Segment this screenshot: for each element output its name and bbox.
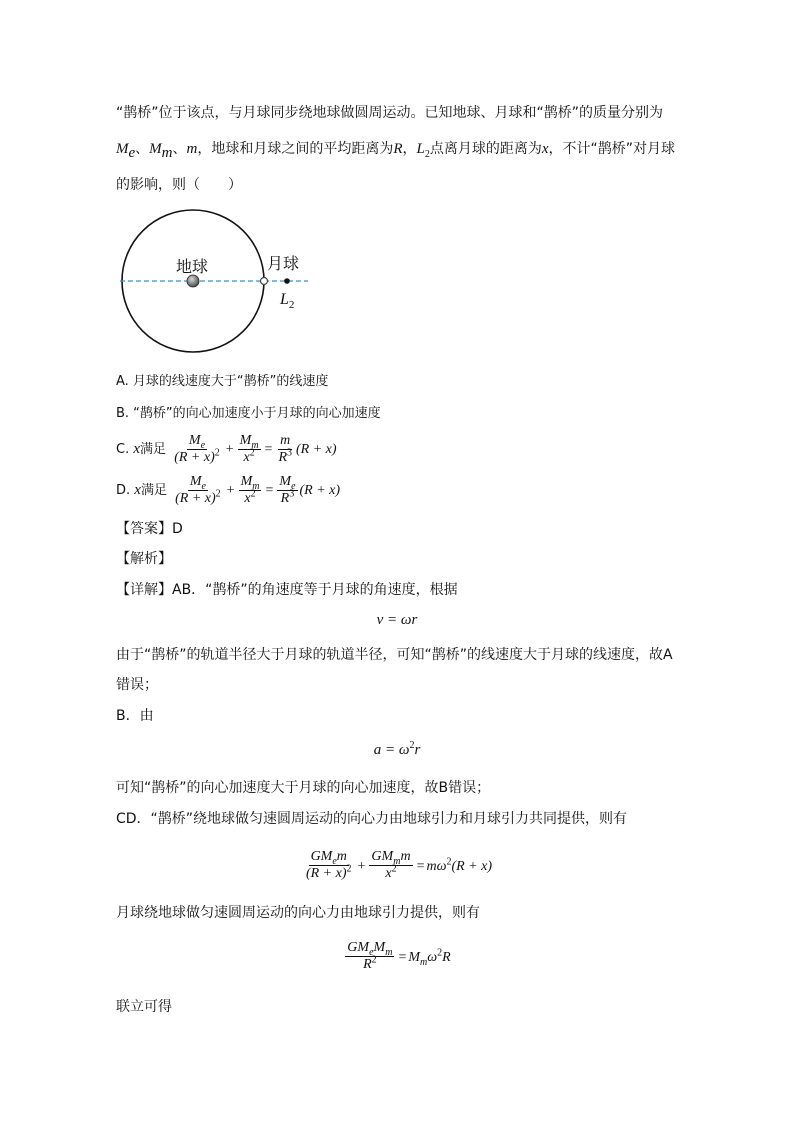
detail-line-4: B．由 [116,708,154,724]
option-b: B. “鹊桥”的向心加速度小于月球的向心加速度 [116,406,381,421]
earth-label: 地球 [176,257,209,276]
moon-label: 月球 [267,254,300,273]
equation-a: $a = \omega^2r$ [373,740,421,758]
detail-line-2: 由于“鹊桥”的轨道半径大于月球的轨道半径，可知“鹊桥”的线速度大于月球的线速度，故A [116,647,673,663]
moon-icon [261,278,268,285]
option-c-formula: $\frac{M_e}{(R + x)^2}$ [174,433,220,465]
analysis-heading: 【解析】 [116,551,172,567]
l2-point-icon [284,278,290,284]
problem-line-1: “鹊桥”位于该点，与月球同步绕地球做圆周运动。已知地球、月球和“鹊桥”的质量分别为 [116,105,664,121]
equation-cd: $\frac{GM_em}{(R + x)^2}$ + $\frac{GM_mm}{x^2}$ = $m\omega^2(R + x)$ [305,849,493,881]
problem-line-2: $M_e$、$M_m$、m，地球和月球之间的平均距离为R，$L_2$点离月球的距离为x，不计“鹊桥”对月球 [116,141,676,161]
detail-line-6: CD．“鹊桥”绕地球做匀速圆周运动的向心力由地球引力和月球引力共同提供，则有 [116,811,628,827]
detail-line-7: 月球绕地球做匀速圆周运动的向心力由地球引力提供，则有 [116,905,480,921]
problem-line-3: 的影响，则（ ） [116,177,242,193]
detail-line-5: 可知“鹊桥”的向心加速度大于月球的向心加速度，故B错误； [116,780,491,796]
detail-line-3: 错误； [116,677,158,693]
equation-v: v = ωr [376,612,418,628]
detail-line-1: 【详解】AB．“鹊桥”的角速度等于月球的角速度，根据 [116,582,458,598]
l2-label: $L_2$ [280,291,295,311]
answer: 【答案】D [116,521,183,537]
option-d: D. x满足 $\frac{M_e}{(R + x)^2}$ + $\frac{M_m}{x^2}$ = $\frac{M_e}{R^3}$ (R + x) [116,474,341,506]
option-a: A. 月球的线速度大于“鹊桥”的线速度 [116,374,329,389]
option-d-formula: $\frac{M_e}{(R + x)^2}$ [175,474,221,506]
earth-icon [187,275,199,287]
detail-line-8: 联立可得 [116,999,172,1015]
option-c: C. x满足 $\frac{M_e}{(R + x)^2}$ + $\frac{M_m}{x^2}$ = $\frac{m}{R^3}$ (R + x) [116,433,337,465]
equation-moon: $\frac{GM_eM_m}{R^2}$ = $M_m\omega^2R$ [347,940,451,972]
orbit-figure [110,200,320,360]
